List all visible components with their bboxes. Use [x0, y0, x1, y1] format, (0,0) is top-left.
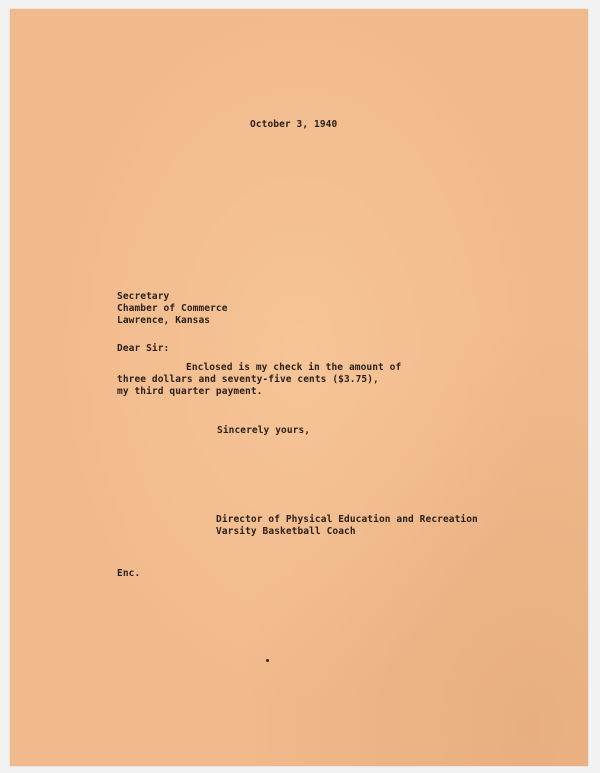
body-line: Enclosed is my check in the amount of	[186, 362, 402, 373]
recipient-address	[117, 291, 228, 327]
salutation: Dear Sir:	[117, 343, 170, 354]
signature-line: Director of Physical Education and Recreation	[216, 514, 478, 525]
signature-block	[216, 514, 478, 538]
body-line: three dollars and seventy-five cents ($3.75),	[117, 374, 379, 385]
body-line: my third quarter payment.	[117, 386, 263, 397]
recipient-line: Secretary	[117, 291, 170, 302]
enclosure-notation: Enc.	[117, 568, 141, 579]
letter-date: October 3, 1940	[250, 119, 338, 130]
letter-paper	[10, 9, 588, 766]
recipient-line: Lawrence, Kansas	[117, 315, 211, 326]
signature-line: Varsity Basketball Coach	[216, 526, 356, 537]
recipient-line: Chamber of Commerce	[117, 303, 228, 314]
paper-speck	[266, 659, 269, 662]
closing: Sincerely yours,	[217, 425, 311, 436]
